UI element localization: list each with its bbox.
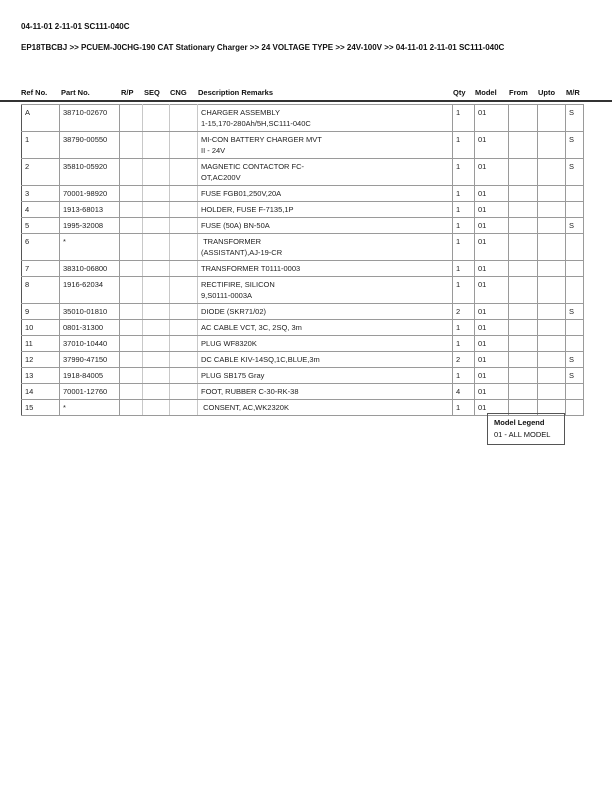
rp-cell: [120, 368, 143, 384]
model-cell: 01: [475, 186, 509, 202]
upto-cell: [538, 234, 566, 261]
model-cell: 01: [475, 234, 509, 261]
part-no-cell: 38710-02670: [60, 105, 120, 132]
header-cng: CNG: [170, 88, 187, 97]
rp-cell: [120, 218, 143, 234]
mr-cell: S: [566, 304, 584, 320]
qty-cell: 2: [453, 352, 475, 368]
ref-no-cell: A: [22, 105, 60, 132]
table-row: [22, 384, 584, 400]
upto-cell: [538, 352, 566, 368]
from-cell: [509, 186, 538, 202]
rp-cell: [120, 261, 143, 277]
model-cell: 01: [475, 261, 509, 277]
mr-cell: S: [566, 218, 584, 234]
description-cell: MI-CON BATTERY CHARGER MVT II - 24V: [198, 132, 453, 159]
part-no-cell: 38790-00550: [60, 132, 120, 159]
qty-cell: 1: [453, 105, 475, 132]
rp-cell: [120, 320, 143, 336]
cng-cell: [170, 186, 198, 202]
header-rp: R/P: [121, 88, 134, 97]
description-cell: TRANSFORMER T0111-0003: [198, 261, 453, 277]
rp-cell: [120, 132, 143, 159]
ref-no-cell: 15: [22, 400, 60, 416]
rp-cell: [120, 352, 143, 368]
cng-cell: [170, 304, 198, 320]
rp-cell: [120, 277, 143, 304]
qty-cell: 1: [453, 261, 475, 277]
cng-cell: [170, 336, 198, 352]
document-title: 04-11-01 2-11-01 SC111-040C: [21, 22, 130, 31]
qty-cell: 1: [453, 277, 475, 304]
ref-no-cell: 10: [22, 320, 60, 336]
mr-cell: [566, 400, 584, 416]
table-header: [0, 88, 612, 98]
model-cell: 01: [475, 202, 509, 218]
upto-cell: [538, 218, 566, 234]
ref-no-cell: 14: [22, 384, 60, 400]
mr-cell: S: [566, 368, 584, 384]
from-cell: [509, 320, 538, 336]
parts-table: [21, 104, 584, 416]
part-no-cell: 37990-47150: [60, 352, 120, 368]
table-row: [22, 320, 584, 336]
header-description: Description Remarks: [198, 88, 274, 97]
table-row: [22, 368, 584, 384]
model-cell: 01: [475, 368, 509, 384]
description-cell: FOOT, RUBBER C-30-RK-38: [198, 384, 453, 400]
rp-cell: [120, 400, 143, 416]
upto-cell: [538, 159, 566, 186]
ref-no-cell: 1: [22, 132, 60, 159]
description-cell: FUSE FGB01,250V,20A: [198, 186, 453, 202]
upto-cell: [538, 261, 566, 277]
cng-cell: [170, 320, 198, 336]
mr-cell: [566, 234, 584, 261]
part-no-cell: 70001-12760: [60, 384, 120, 400]
model-cell: 01: [475, 132, 509, 159]
ref-no-cell: 5: [22, 218, 60, 234]
upto-cell: [538, 186, 566, 202]
qty-cell: 1: [453, 186, 475, 202]
seq-cell: [143, 352, 170, 368]
from-cell: [509, 132, 538, 159]
header-ref-no: Ref No.: [21, 88, 48, 97]
qty-cell: 2: [453, 304, 475, 320]
part-no-cell: *: [60, 400, 120, 416]
header-seq: SEQ: [144, 88, 160, 97]
upto-cell: [538, 304, 566, 320]
model-cell: 01: [475, 336, 509, 352]
model-legend-title: Model Legend: [494, 418, 545, 427]
table-row: [22, 352, 584, 368]
description-cell: PLUG WF8320K: [198, 336, 453, 352]
seq-cell: [143, 320, 170, 336]
ref-no-cell: 3: [22, 186, 60, 202]
rp-cell: [120, 105, 143, 132]
description-cell: MAGNETIC CONTACTOR FC- OT,AC200V: [198, 159, 453, 186]
mr-cell: [566, 320, 584, 336]
cng-cell: [170, 105, 198, 132]
qty-cell: 1: [453, 132, 475, 159]
seq-cell: [143, 234, 170, 261]
seq-cell: [143, 277, 170, 304]
description-cell: AC CABLE VCT, 3C, 2SQ, 3m: [198, 320, 453, 336]
breadcrumb: EP18TBCBJ >> PCUEM-J0CHG-190 CAT Stationary Charger >> 24 VOLTAGE TYPE >> 24V-100V >> 04-11-01 2-11-01 SC111-040C: [21, 43, 505, 52]
table-row: [22, 159, 584, 186]
mr-cell: [566, 384, 584, 400]
ref-no-cell: 12: [22, 352, 60, 368]
mr-cell: [566, 186, 584, 202]
from-cell: [509, 277, 538, 304]
part-no-cell: 38310-06800: [60, 261, 120, 277]
mr-cell: [566, 336, 584, 352]
mr-cell: S: [566, 352, 584, 368]
ref-no-cell: 2: [22, 159, 60, 186]
seq-cell: [143, 384, 170, 400]
part-no-cell: *: [60, 234, 120, 261]
model-legend: [487, 413, 565, 445]
cng-cell: [170, 261, 198, 277]
table-row: [22, 234, 584, 261]
qty-cell: 4: [453, 384, 475, 400]
upto-cell: [538, 202, 566, 218]
cng-cell: [170, 132, 198, 159]
upto-cell: [538, 277, 566, 304]
part-no-cell: 1916-62034: [60, 277, 120, 304]
description-cell: FUSE (50A) BN-50A: [198, 218, 453, 234]
description-cell: PLUG SB175 Gray: [198, 368, 453, 384]
seq-cell: [143, 105, 170, 132]
qty-cell: 1: [453, 400, 475, 416]
description-cell: HOLDER, FUSE F-7135,1P: [198, 202, 453, 218]
from-cell: [509, 261, 538, 277]
qty-cell: 1: [453, 368, 475, 384]
mr-cell: [566, 261, 584, 277]
seq-cell: [143, 186, 170, 202]
from-cell: [509, 159, 538, 186]
header-mr: M/R: [566, 88, 580, 97]
header-from: From: [509, 88, 528, 97]
model-cell: 01: [475, 352, 509, 368]
qty-cell: 1: [453, 202, 475, 218]
upto-cell: [538, 320, 566, 336]
upto-cell: [538, 368, 566, 384]
ref-no-cell: 8: [22, 277, 60, 304]
mr-cell: S: [566, 105, 584, 132]
from-cell: [509, 336, 538, 352]
model-cell: 01: [475, 320, 509, 336]
rp-cell: [120, 234, 143, 261]
seq-cell: [143, 218, 170, 234]
cng-cell: [170, 202, 198, 218]
part-no-cell: 0801-31300: [60, 320, 120, 336]
description-cell: DC CABLE KIV-14SQ,1C,BLUE,3m: [198, 352, 453, 368]
model-cell: 01: [475, 304, 509, 320]
part-no-cell: 37010-10440: [60, 336, 120, 352]
seq-cell: [143, 159, 170, 186]
description-cell: CHARGER ASSEMBLY 1-15,170-280Ah/5H,SC111-040C: [198, 105, 453, 132]
upto-cell: [538, 336, 566, 352]
table-row: [22, 132, 584, 159]
mr-cell: [566, 277, 584, 304]
from-cell: [509, 304, 538, 320]
ref-no-cell: 9: [22, 304, 60, 320]
mr-cell: S: [566, 132, 584, 159]
table-row: [22, 186, 584, 202]
description-cell: DIODE (SKR71/02): [198, 304, 453, 320]
ref-no-cell: 6: [22, 234, 60, 261]
header-upto: Upto: [538, 88, 556, 97]
cng-cell: [170, 384, 198, 400]
mr-cell: S: [566, 159, 584, 186]
upto-cell: [538, 384, 566, 400]
rp-cell: [120, 186, 143, 202]
model-legend-item: 01 - ALL MODEL: [494, 430, 551, 439]
upto-cell: [538, 132, 566, 159]
ref-no-cell: 4: [22, 202, 60, 218]
qty-cell: 1: [453, 218, 475, 234]
seq-cell: [143, 368, 170, 384]
header-part-no: Part No.: [61, 88, 90, 97]
model-cell: 01: [475, 384, 509, 400]
from-cell: [509, 218, 538, 234]
table-row: [22, 261, 584, 277]
seq-cell: [143, 202, 170, 218]
model-cell: 01: [475, 277, 509, 304]
qty-cell: 1: [453, 234, 475, 261]
description-cell: RECTIFIRE, SILICON 9,S0111-0003A: [198, 277, 453, 304]
rp-cell: [120, 336, 143, 352]
part-no-cell: 1913-68013: [60, 202, 120, 218]
table-row: [22, 336, 584, 352]
part-no-cell: 1995-32008: [60, 218, 120, 234]
table-row: [22, 105, 584, 132]
seq-cell: [143, 336, 170, 352]
ref-no-cell: 7: [22, 261, 60, 277]
upto-cell: [538, 105, 566, 132]
cng-cell: [170, 159, 198, 186]
table-row: [22, 304, 584, 320]
rp-cell: [120, 159, 143, 186]
cng-cell: [170, 352, 198, 368]
model-cell: 01: [475, 105, 509, 132]
from-cell: [509, 352, 538, 368]
from-cell: [509, 368, 538, 384]
rp-cell: [120, 304, 143, 320]
from-cell: [509, 202, 538, 218]
header-model: Model: [475, 88, 497, 97]
cng-cell: [170, 400, 198, 416]
rp-cell: [120, 202, 143, 218]
table-row: [22, 202, 584, 218]
description-cell: TRANSFORMER (ASSISTANT),AJ-19-CR: [198, 234, 453, 261]
cng-cell: [170, 218, 198, 234]
cng-cell: [170, 234, 198, 261]
description-cell: CONSENT, AC,WK2320K: [198, 400, 453, 416]
table-row: [22, 277, 584, 304]
seq-cell: [143, 132, 170, 159]
seq-cell: [143, 304, 170, 320]
part-no-cell: 70001-98920: [60, 186, 120, 202]
header-qty: Qty: [453, 88, 466, 97]
ref-no-cell: 13: [22, 368, 60, 384]
seq-cell: [143, 400, 170, 416]
model-cell: 01: [475, 400, 509, 416]
from-cell: [509, 384, 538, 400]
header-divider: [0, 100, 612, 102]
rp-cell: [120, 384, 143, 400]
mr-cell: [566, 202, 584, 218]
ref-no-cell: 11: [22, 336, 60, 352]
qty-cell: 1: [453, 336, 475, 352]
part-no-cell: 35010-01810: [60, 304, 120, 320]
table-row: [22, 218, 584, 234]
part-no-cell: 1918-84005: [60, 368, 120, 384]
from-cell: [509, 234, 538, 261]
cng-cell: [170, 368, 198, 384]
seq-cell: [143, 261, 170, 277]
model-cell: 01: [475, 159, 509, 186]
from-cell: [509, 105, 538, 132]
qty-cell: 1: [453, 320, 475, 336]
model-cell: 01: [475, 218, 509, 234]
part-no-cell: 35810-05920: [60, 159, 120, 186]
cng-cell: [170, 277, 198, 304]
qty-cell: 1: [453, 159, 475, 186]
